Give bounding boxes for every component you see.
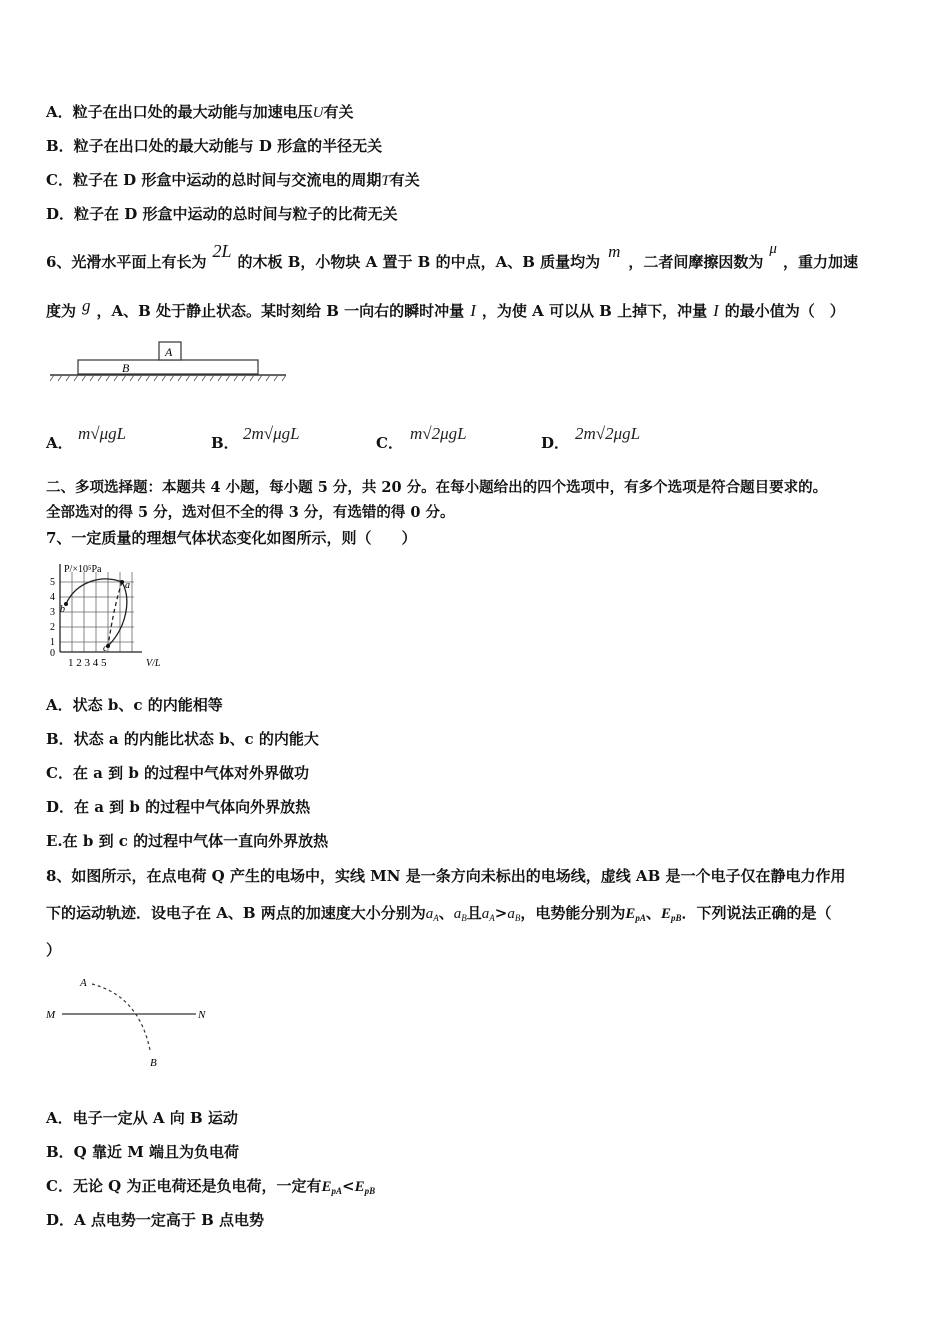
q8-stem-line2: 下的运动轨迹．设电子在 A、B 两点的加速度大小分别为$a_A$、$a_B$且$a_A>a_B$，电势能分别为$E_{pA}$、$E_{pB}$．下列说法正确的是（ — [46, 904, 832, 923]
q7-ytick-5: 5 — [50, 577, 55, 588]
q6-board-figure — [50, 338, 290, 383]
q6-label-b: B — [122, 361, 130, 375]
q5-option-c: C．粒子在 D 形盒中运动的总时间与交流电的周期T有关 — [46, 171, 420, 189]
q7-xlabel: V/L — [146, 658, 161, 669]
q5-option-d: D．粒子在 D 形盒中运动的总时间与粒子的比荷无关 — [46, 205, 398, 223]
q7-ylabel: P/×10⁵Pa — [64, 564, 102, 575]
q8-label-m: M — [46, 1009, 56, 1021]
q8-label-b: B — [150, 1057, 157, 1069]
q8-stem-line3: ） — [46, 941, 62, 959]
q7-ytick-3: 3 — [50, 607, 55, 618]
q6-opt-d-label: D． — [541, 434, 570, 452]
q6-stem-line2: 度为 g ，A、B 处于静止状态。某时刻给 B 一向右的瞬时冲量 I ，为使 A 可以从 B 上掉下，冲量 I 的最小值为（ ） — [46, 296, 845, 320]
q7-option-d: D．在 a 到 b 的过程中气体向外界放热 — [46, 798, 311, 816]
q7-xticks: 1 2 3 4 5 — [68, 657, 107, 669]
q6-opt-c-label: C． — [376, 434, 403, 452]
q8-option-a: A．电子一定从 A 向 B 运动 — [46, 1109, 238, 1127]
q7-ytick-1: 1 — [50, 637, 55, 648]
q6-opt-a: m√μgL — [78, 424, 127, 443]
q8-option-d: D．A 点电势一定高于 B 点电势 — [46, 1211, 264, 1229]
q7-stem: 7、一定质量的理想气体状态变化如图所示，则（ ） — [46, 529, 417, 547]
q7-point-c: c — [103, 643, 108, 654]
q8-option-b: B．Q 靠近 M 端且为负电荷 — [46, 1143, 240, 1161]
q6-label-a: A — [165, 345, 173, 359]
q7-origin: 0 — [50, 648, 55, 659]
q7-option-a: A．状态 b、c 的内能相等 — [46, 696, 223, 714]
q6-stem-line1: 6、光滑水平面上有长为2L的木板 B，小物块 A 置于 B 的中点，A、B 质量均为m，二者间摩擦因数为μ，重力加速 — [46, 241, 858, 271]
q6-opt-c: m√2μgL — [410, 424, 467, 443]
section2-line2: 全部选对的得 5 分，选对但不全的得 3 分，有选错的得 0 分。 — [46, 504, 455, 521]
q6-opt-d: 2m√2μgL — [575, 424, 641, 443]
q7-point-a: a — [125, 580, 130, 591]
q7-option-c: C．在 a 到 b 的过程中气体对外界做功 — [46, 764, 310, 782]
q7-point-b: b — [60, 604, 65, 615]
q8-label-a: A — [80, 977, 87, 989]
q8-label-n: N — [198, 1009, 206, 1021]
q5-option-a: A．粒子在出口处的最大动能与加速电压U有关 — [46, 103, 354, 121]
q7-ytick-4: 4 — [50, 592, 55, 603]
q7-option-e: E.在 b 到 c 的过程中气体一直向外界放热 — [46, 832, 329, 850]
q8-stem-line1: 8、如图所示，在点电荷 Q 产生的电场中，实线 MN 是一条方向未标出的电场线，虚线 AB 是一个电子仅在静电力作用 — [46, 867, 846, 885]
q6-opt-b: 2m√μgL — [243, 424, 300, 443]
section2-line1: 二、多项选择题：本题共 4 小题，每小题 5 分，共 20 分。在每小题给出的四个选项中，有多个选项是符合题目要求的。 — [46, 479, 828, 496]
q8-field-figure — [42, 972, 222, 1072]
q7-ytick-2: 2 — [50, 622, 55, 633]
q6-opt-b-label: B． — [211, 434, 239, 452]
q8-option-c: C．无论 Q 为正电荷还是负电荷，一定有$E_{pA}<E_{pB}$ — [46, 1177, 376, 1196]
q7-pv-graph — [46, 560, 176, 672]
q5-option-b: B．粒子在出口处的最大动能与 D 形盒的半径无关 — [46, 137, 383, 155]
q6-opt-a-label: A． — [46, 434, 73, 452]
q7-option-b: B．状态 a 的内能比状态 b、c 的内能大 — [46, 730, 319, 748]
